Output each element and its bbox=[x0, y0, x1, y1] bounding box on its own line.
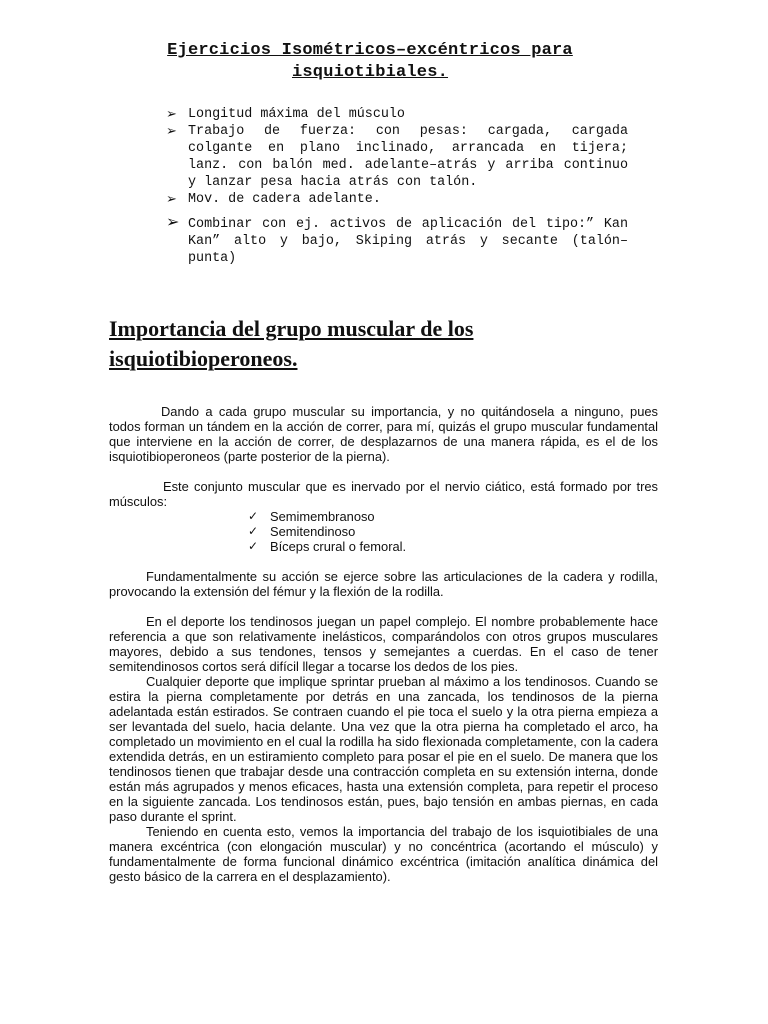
muscle-name: Bíceps crural o femoral. bbox=[270, 539, 407, 554]
paragraph: En el deporte los tendinosos juegan un papel complejo. El nombre probablemente hace referencia a que son relativamente inelásticos, comparándolos con otros grupos musculares mayores, debido a sus tendones, tensos y semejantes a cuerdas. En el caso de tener semitendinosos cortos será difícil llegar a tocarse los dedos de los pies. bbox=[109, 614, 658, 674]
arrow-bullet-icon: ➢ bbox=[166, 124, 177, 139]
bullet-text: Longitud máxima del músculo bbox=[188, 107, 405, 122]
arrow-bullet-icon: ➢ bbox=[166, 107, 177, 122]
arrow-bullet-icon: ➢ bbox=[166, 192, 177, 207]
checkmark-icon: ✓ bbox=[248, 509, 259, 523]
paragraph: Teniendo en cuenta esto, vemos la importancia del trabajo de los isquiotibiales de una manera excéntrica (con elongación muscular) y no concéntrica (acortando el músculo) y fundamentalmente de forma funcional dinámico excéntrica (imitación analítica dinámica del gesto básico de la carrera en el desplazamiento). bbox=[109, 824, 658, 884]
bullet-text: Trabajo de fuerza: con pesas: cargada, cargada colgante en plano inclinado, arrancada en tijera; lanz. con balón med. adelante–atrás y arriba continuo y lanzar pesa hacia atrás con talón. bbox=[188, 124, 628, 190]
body-text bbox=[109, 404, 658, 884]
exercise-bullet-list bbox=[166, 106, 628, 267]
paragraph: Cualquier deporte que implique sprintar prueban al máximo a los tendinosos. Cuando se estira la pierna completamente por detrás en una zancada, los tendinosos de la pierna adelantada están estirados. Se contraen cuando el pie toca el suelo y la otra pierna empieza a ser levantada del suelo, hacia delante. Una vez que la otra pierna ha completado el arco, ha completado un movimiento en el cual la rodilla ha sido flexionada completamente, con la cadera extendida detrás, en un estiramiento completo para posar el pie en el suelo. De manera que los tendinosos tienen que trabajar desde una contracción completa en su extensión interna, donde están más agrupados y menos eficaces, hasta una extensión completa, para repetir el proceso en la siguiente zancada. Los tendinosos están, pues, bajo tensión en ambas piernas, en cada paso durante el sprint. bbox=[109, 674, 658, 824]
muscle-list bbox=[247, 509, 658, 554]
muscle-item bbox=[247, 539, 658, 554]
bullet-item bbox=[166, 106, 628, 123]
paragraph: Este conjunto muscular que es inervado por el nervio ciático, está formado por tres músculos: bbox=[109, 479, 658, 509]
muscle-item bbox=[247, 524, 658, 539]
muscle-item bbox=[247, 509, 658, 524]
bullet-item bbox=[166, 212, 628, 267]
document-title: Ejercicios Isométricos–excéntricos para isquiotibiales. bbox=[167, 41, 573, 82]
paragraph: Fundamentalmente su acción se ejerce sobre las articulaciones de la cadera y rodilla, provocando la extensión del fémur y la flexión de la rodilla. bbox=[109, 569, 658, 599]
muscle-name: Semimembranoso bbox=[270, 509, 375, 524]
bullet-text: Mov. de cadera adelante. bbox=[188, 192, 381, 207]
paragraph: Dando a cada grupo muscular su importancia, y no quitándosela a ninguno, pues todos forman un tándem en la acción de correr, para mí, quizás el grupo muscular fundamental que interviene en la acción de correr, de desplazarnos de una manera rápida, es el de los isquiotibioperoneos (parte posterior de la pierna). bbox=[109, 404, 658, 464]
muscle-name: Semitendinoso bbox=[270, 524, 356, 539]
section-heading: Importancia del grupo muscular de los isquiotibioperoneos. bbox=[109, 316, 474, 371]
checkmark-icon: ✓ bbox=[248, 524, 259, 538]
bullet-item bbox=[166, 191, 628, 208]
checkmark-icon: ✓ bbox=[248, 539, 259, 553]
arrow-bullet-icon: ➢ bbox=[166, 212, 180, 231]
bullet-text: Combinar con ej. activos de aplicación del tipo:” Kan Kan” alto y bajo, Skiping atrás y secante (talón–punta) bbox=[188, 217, 628, 266]
bullet-item bbox=[166, 123, 628, 191]
